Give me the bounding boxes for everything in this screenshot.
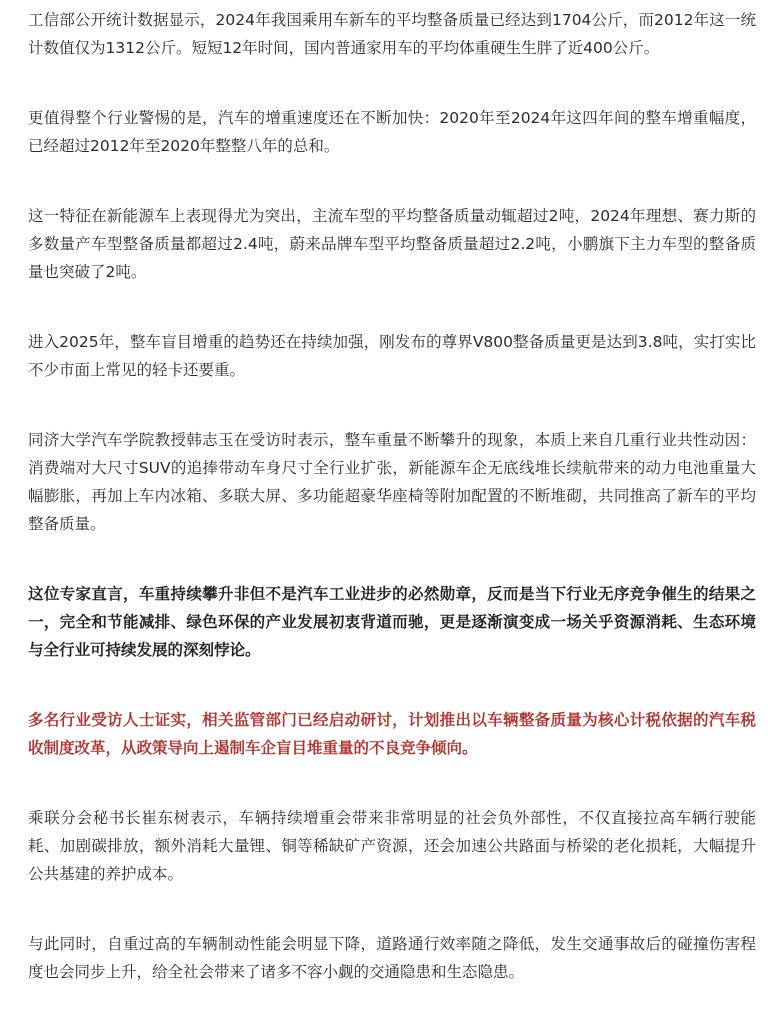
paragraph-2: 更值得整个行业警惕的是，汽车的增重速度还在不断加快：2020年至2024年这四年间的整车增重幅度，已经超过2012年至2020年整整八年的总和。: [28, 109, 756, 155]
paragraph-3: 这一特征在新能源车上表现得尤为突出，主流车型的平均整备质量动辄超过2吨，2024年理想、赛力斯的多数量产车型整备质量都超过2.4吨，蔚来品牌车型平均整备质量超过2.2吨，小鹏旗下主力车型的整备质量也突破了2吨。: [28, 207, 756, 281]
article-body: [28, 6, 756, 1028]
paragraph-8: 乘联分会秘书长崔东树表示，车辆持续增重会带来非常明显的社会负外部性，不仅直接拉高车辆行驶能耗、加剧碳排放，额外消耗大量锂、铜等稀缺矿产资源，还会加速公共路面与桥梁的老化损耗，大幅提升公共基建的养护成本。: [28, 809, 756, 883]
paragraph-1: 工信部公开统计数据显示，2024年我国乘用车新车的平均整备质量已经达到1704公斤，而2012年这一统计数值仅为1312公斤。短短12年时间，国内普通家用车的平均体重硬生生胖了近400公斤。: [28, 11, 756, 57]
paragraph-9: 与此同时，自重过高的车辆制动性能会明显下降，道路通行效率随之降低，发生交通事故后的碰撞伤害程度也会同步上升，给全社会带来了诸多不容小觑的交通隐患和生态隐患。: [28, 935, 756, 981]
paragraph-5: 同济大学汽车学院教授韩志玉在受访时表示，整车重量不断攀升的现象，本质上来自几重行业共性动因：消费端对大尺寸SUV的追捧带动车身尺寸全行业扩张，新能源车企无底线堆长续航带来的动力电池重量大幅膨胀，再加上车内冰箱、多联大屏、多功能超豪华座椅等附加配置的不断堆砌，共同推高了新车的平均整备质量。: [28, 431, 756, 533]
paragraph-7-highlight: 多名行业受访人士证实，相关监管部门已经启动研讨，计划推出以车辆整备质量为核心计税依据的汽车税收制度改革，从政策导向上遏制车企盲目堆重量的不良竞争倾向。: [28, 711, 756, 757]
paragraph-6-emphasis: 这位专家直言，车重持续攀升非但不是汽车工业进步的必然勋章，反而是当下行业无序竞争催生的结果之一，完全和节能减排、绿色环保的产业发展初衷背道而驰，更是逐渐演变成一场关乎资源消耗、生态环境与全行业可持续发展的深刻悖论。: [28, 585, 756, 659]
paragraph-4: 进入2025年，整车盲目增重的趋势还在持续加强，刚发布的尊界V800整备质量更是达到3.8吨，实打实比不少市面上常见的轻卡还要重。: [28, 333, 756, 379]
